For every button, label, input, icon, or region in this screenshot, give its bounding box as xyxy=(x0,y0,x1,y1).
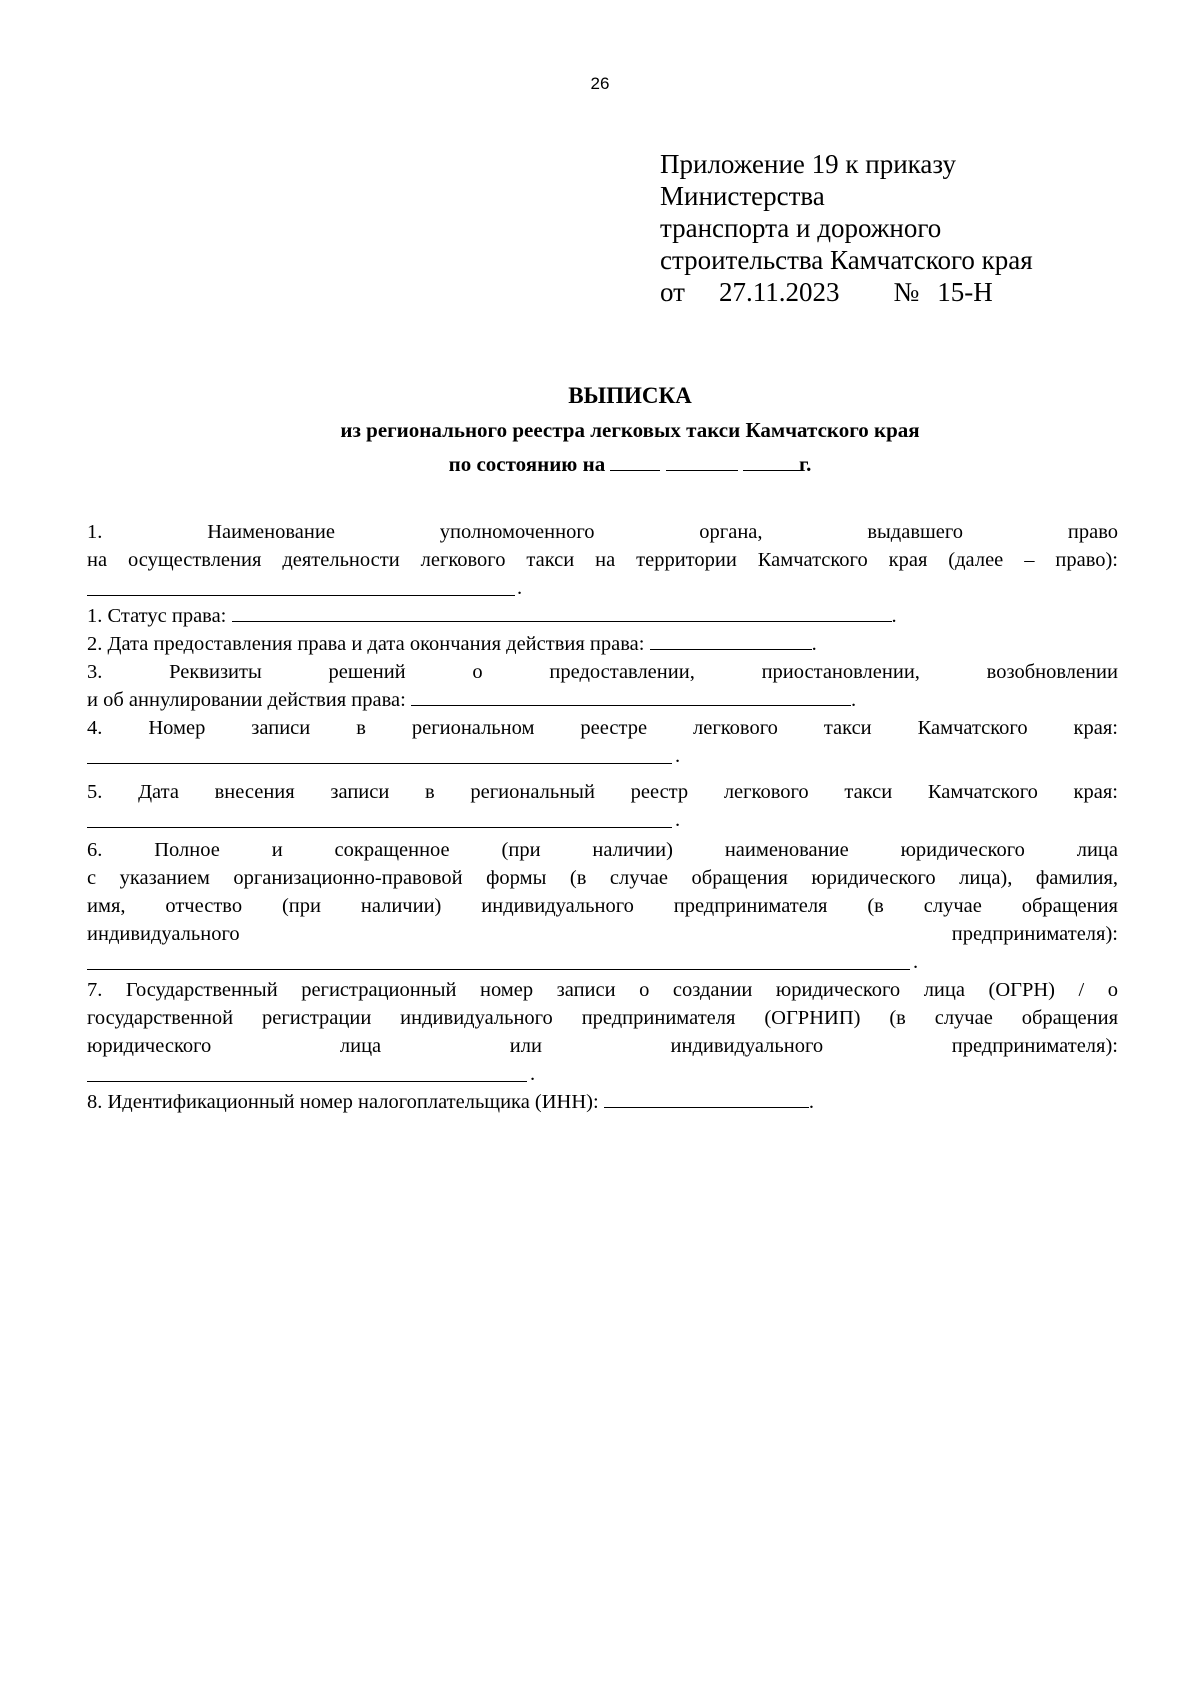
month-blank xyxy=(666,451,738,471)
document-subtitle: из регионального реестра легковых такси Камчатского края xyxy=(340,418,920,442)
document-body xyxy=(87,518,1118,1116)
sub-8-label: 8. Идентификационный номер налогоплательщика (ИНН): xyxy=(87,1091,599,1113)
sub-1-label: 1. Статус права: xyxy=(87,605,227,627)
sub-6-line-3: имя, отчество (при наличии) индивидуального предпринимателя (в случае обращения xyxy=(87,895,1118,917)
appendix-line-4: строительства Камчатского края xyxy=(660,245,1033,275)
sub-4-blank xyxy=(87,763,672,764)
sub-8-blank xyxy=(604,1088,809,1108)
sub-3-label: и об аннулировании действия права: xyxy=(87,689,406,711)
sub-5-field xyxy=(87,806,1118,834)
sub-2-blank xyxy=(650,630,812,650)
sub-7-blank xyxy=(87,1081,527,1082)
state-date-line xyxy=(0,447,1200,481)
sub-7-line-1: 7. Государственный регистрационный номер записи о создании юридического лица (ОГРН) / о xyxy=(87,979,1118,1001)
sub-8-period: . xyxy=(808,1091,814,1113)
sub-7-field xyxy=(87,1060,1118,1088)
appendix-order-line xyxy=(660,276,1033,308)
order-number: 15-Н xyxy=(937,277,993,307)
order-date: 27.11.2023 xyxy=(718,277,840,307)
appendix-line-3: транспорта и дорожного xyxy=(660,213,942,243)
sub-4-line: 4. Номер записи в региональном реестре легкового такси Камчатского края: xyxy=(87,717,1118,739)
document-title: ВЫПИСКА xyxy=(568,383,692,408)
year-blank xyxy=(743,451,803,471)
sub-2-period: . xyxy=(811,633,817,655)
sub-6-line-4: индивидуального предпринимателя): xyxy=(87,923,1118,945)
sub-6-blank xyxy=(87,969,910,970)
item-1-period: . xyxy=(517,577,523,599)
sub-5-period: . xyxy=(675,809,681,831)
sub-6-line-2: с указанием организационно-правовой формы (в случае обращения юридического лица), фамилия, xyxy=(87,867,1118,889)
day-blank xyxy=(610,451,660,471)
sub-1-period: . xyxy=(891,605,897,627)
order-number-label: № xyxy=(893,277,920,307)
sub-2-line xyxy=(87,630,1118,658)
sub-6-field xyxy=(87,948,1118,976)
item-1-field xyxy=(87,574,1118,602)
sub-4-period: . xyxy=(675,745,681,767)
sub-3-line-1: 3. Реквизиты решений о предоставлении, приостановлении, возобновлении xyxy=(87,661,1118,683)
sub-5-line: 5. Дата внесения записи в региональный реестр легкового такси Камчатского края: xyxy=(87,781,1118,803)
state-date-suffix: г. xyxy=(798,452,812,476)
sub-6-line-1: 6. Полное и сокращенное (при наличии) наименование юридического лица xyxy=(87,839,1118,861)
sub-1-blank xyxy=(232,602,892,622)
appendix-line-1: Приложение 19 к приказу xyxy=(660,149,956,179)
page-number: 26 xyxy=(590,74,610,93)
item-1-blank xyxy=(87,595,515,596)
sub-3-period: . xyxy=(850,689,857,711)
sub-3-blank xyxy=(411,686,851,706)
sub-1-line xyxy=(87,602,1118,630)
sub-3-line-2 xyxy=(87,686,1118,714)
sub-8-line xyxy=(87,1088,1118,1116)
state-date-prefix: по состоянию на xyxy=(448,452,606,476)
sub-5-blank xyxy=(87,827,672,828)
order-from-label: от xyxy=(660,277,685,307)
item-1-line-2: на осуществления деятельности легкового такси на территории Камчатского края (далее – право): xyxy=(87,549,1118,571)
sub-7-line-3: юридического лица или индивидуального предпринимателя): xyxy=(87,1035,1118,1057)
sub-6-period: . xyxy=(913,951,919,973)
item-1-line-1: 1. Наименование уполномоченного органа, выдавшего право xyxy=(87,521,1118,543)
sub-4-field xyxy=(87,742,1118,770)
sub-2-label: 2. Дата предоставления права и дата окончания действия права: xyxy=(87,633,645,655)
sub-7-line-2: государственной регистрации индивидуального предпринимателя (ОГРНИП) (в случае обращения xyxy=(87,1007,1118,1029)
document-title-block xyxy=(0,379,1200,481)
appendix-block xyxy=(660,148,1033,308)
appendix-line-2: Министерства xyxy=(660,181,825,211)
sub-7-period: . xyxy=(530,1063,536,1085)
